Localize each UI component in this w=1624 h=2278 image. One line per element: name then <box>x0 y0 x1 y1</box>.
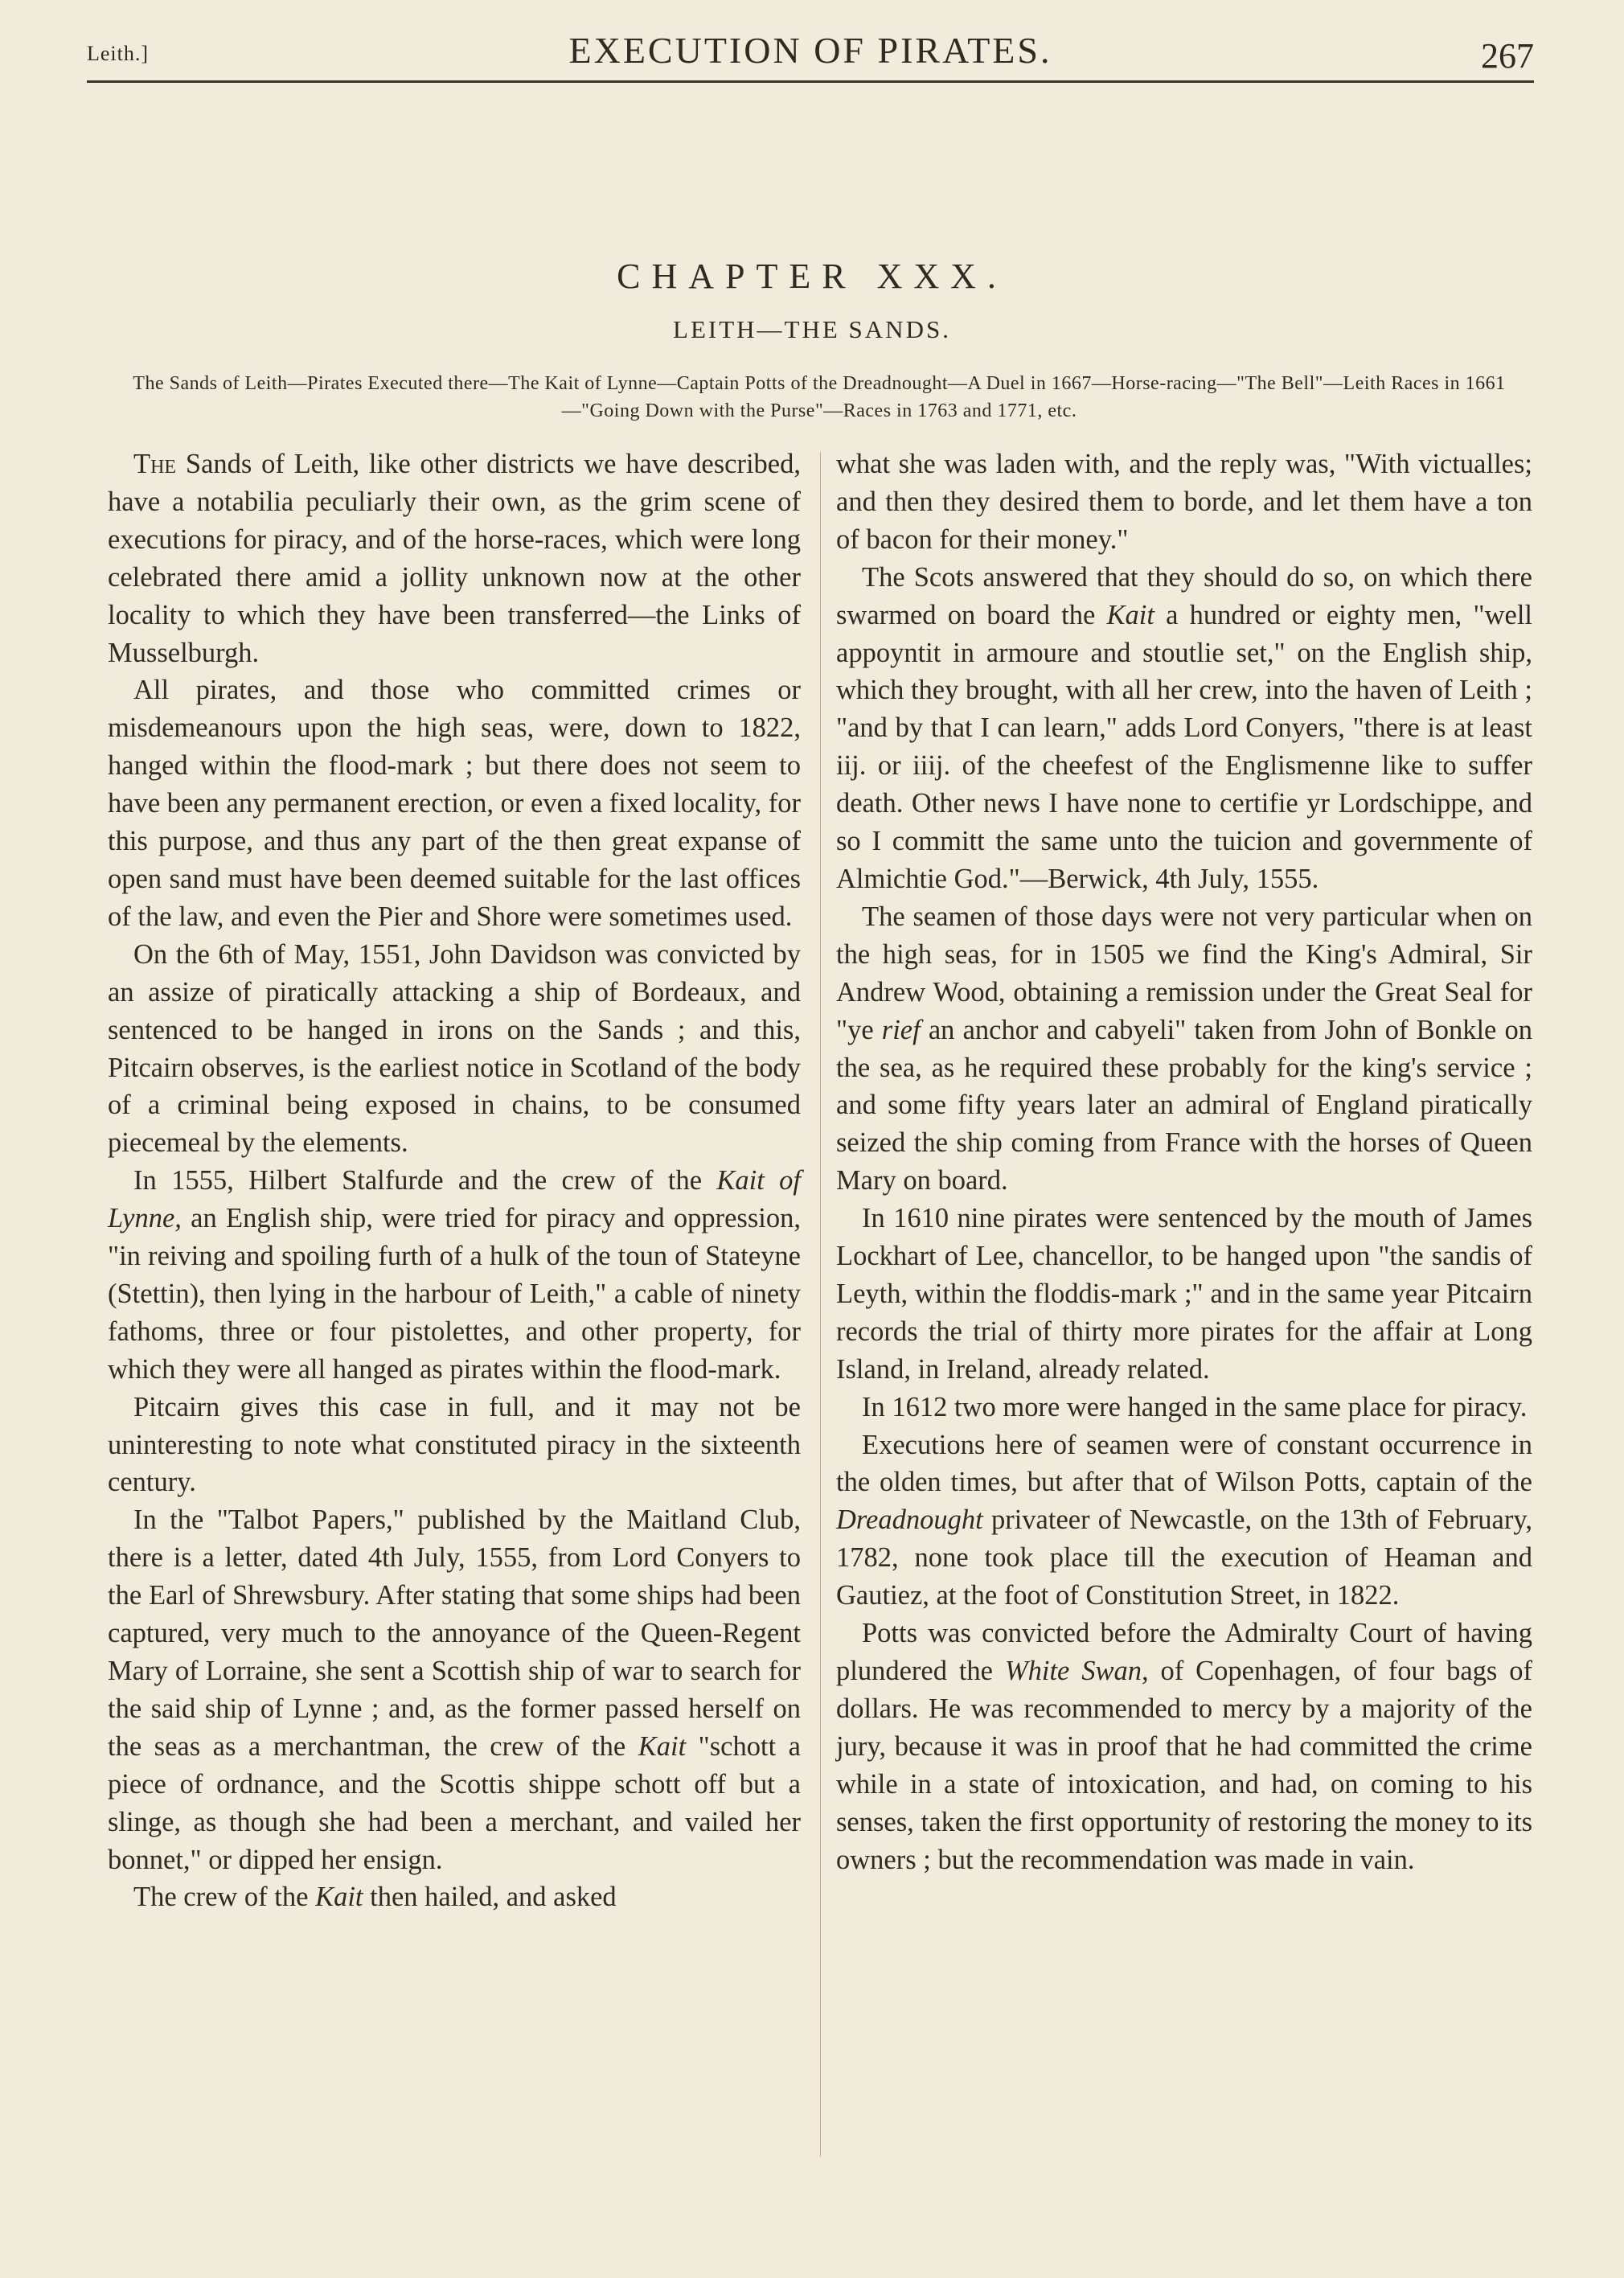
column-divider <box>820 452 821 2157</box>
paragraph <box>836 445 1532 559</box>
paragraph-text: then hailed, and asked <box>363 1882 617 1913</box>
paragraph-text: In 1610 nine pirates were sentenced by the mouth of James Lockhart of Lee, chancellor, to be hanged upon "the sandis of Leyth, within the floddis-mark ;" and in the same year Pitcairn records the trial of thirty more pirates for the affair at Long Island, in Ireland, already related. <box>836 1203 1532 1385</box>
paragraph-text: an anchor and cabyeli" taken from John of Bonkle on the sea, as he required these probably for the king's service ; and some fifty years later an admiral of England piratically seized the ship coming from France with the horses of Queen Mary on board. <box>836 1014 1532 1196</box>
italic-text: Kait <box>315 1882 363 1913</box>
paragraph-text: Potts was convicted before the Admiralty Court of having plundered the <box>836 1618 1532 1686</box>
paragraph-text: of Copenhagen, of four bags of dollars. He was recommended to mercy by a majority of the jury, because it was in proof that he had committed the crime while in a state of intoxication, and had, on coming to his senses, taken the first opportunity of restoring the money to its owners ; but the recommendation was made in vain. <box>836 1656 1532 1875</box>
paragraph <box>108 445 801 671</box>
paragraph <box>108 1389 801 1502</box>
paragraph-text: On the 6th of May, 1551, John Davidson was convicted by an assize of piratically attacking a ship of Bordeaux, and sentenced to be hanged in irons on the Sands ; and this, Pitcairn observes, is the earliest notice in Scotland of the body of a criminal being exposed in chains, to be consumed piecemeal by the elements. <box>108 938 801 1159</box>
paragraph-text: The Scots answered that they should do so, on which there swarmed on board the <box>836 561 1532 630</box>
paragraph-text: a hundred or eighty men, "well appoyntit in armoure and stoutlie set," on the English ship, which they brought, with all her crew, into the haven of Leith ; "and by that I can learn," adds Lord Conyers, "there is at least iij. or iiij. of the cheefest of the Englismenne like to suffer death. Other news I have none to certifie yr Lordschippe, and so I committ the same unto the tuicion and governmente of Almichtie God."—Berwick, 4th July, 1555. <box>836 599 1532 894</box>
paragraph-text: Pitcairn gives this case in full, and it may not be uninteresting to note what constituted piracy in the sixteenth century. <box>108 1391 801 1498</box>
left-column <box>108 445 801 1916</box>
lead-in: The <box>133 449 177 479</box>
italic-text: White Swan, <box>1004 1656 1149 1686</box>
paragraph <box>108 936 801 1162</box>
paragraph-text: In the "Talbot Papers," published by the Maitland Club, there is a letter, dated 4th July, 1555, from Lord Conyers to the Earl of Shrewsbury. After stating that some ships had been captured, very much to the annoyance of the Queen-Regent Mary of Lorraine, she sent a Scottish ship of war to search for the said ship of Lynne ; and, as the former passed herself on the seas as a merchantman, the crew of the <box>108 1504 801 1762</box>
italic-text: Dreadnought <box>836 1504 983 1536</box>
paragraph-text: The crew of the <box>133 1882 316 1913</box>
paragraph-text: All pirates, and those who committed crimes or misdemeanours upon the high seas, were, down to 1822, hanged within the flood-mark ; but there does not seem to have been any permanent erection, or even a fixed locality, for this purpose, and thus any part of the then great expanse of open sand must have been deemed suitable for the last offices of the law, and even the Pier and Shore were sometimes used. <box>108 675 801 932</box>
running-head <box>87 29 1534 85</box>
running-head-section: Leith.] <box>87 42 150 65</box>
paragraph <box>836 1426 1532 1615</box>
chapter-synopsis: The Sands of Leith—Pirates Executed there—The Kait of Lynne—Captain Potts of the Dreadnought—A Duel in 1667—Horse-racing—"The Bell"—Leith Races in 1661—"Going Down with the Purse"—Races in 1763 and 1771, etc. <box>133 373 1506 421</box>
paragraph-text: The seamen of those days were not very particular when on the high seas, for in 1505 we find the King's Admiral, Sir Andrew Wood, obtaining a remission under the Great Seal for "ye <box>836 901 1532 1045</box>
paragraph <box>836 898 1532 1200</box>
paragraph <box>836 559 1532 898</box>
paragraph-text: Sands of Leith, like other districts we have described, have a notabilia peculiarly their own, as the grim scene of executions for piracy, and of the horse-races, which were long celebrated there amid a jollity unknown now at the other locality to which they have been transferred—the Links of Musselburgh. <box>108 449 801 668</box>
italic-text: rief <box>881 1014 921 1045</box>
paragraph-text: an English ship, were tried for piracy and oppression, "in reiving and spoiling furth of a hulk of the toun of Stateyne (Stettin), then lying in the harbour of Leith," a cable of ninety fathoms, three or four pistolettes, and other property, for which they were all hanged as pirates within the flood-mark. <box>108 1203 801 1385</box>
italic-text: Kait <box>1106 599 1154 630</box>
paragraph <box>108 1878 801 1916</box>
right-column <box>836 445 1532 1878</box>
paragraph <box>836 1389 1532 1426</box>
paragraph <box>108 1501 801 1878</box>
header-rule <box>87 80 1534 83</box>
paragraph-text: "schott a piece of ordnance, and the Scottis shippe schott off but a slinge, as though she had been a merchant, and vailed her bonnet," or dipped her ensign. <box>108 1730 801 1875</box>
paragraph <box>108 1162 801 1388</box>
italic-text: Kait <box>638 1730 687 1762</box>
paragraph-text: what she was laden with, and the reply was, "With victualles; and then they desired them to borde, and let them have a ton of bacon for their money." <box>836 449 1532 555</box>
paragraph <box>836 1615 1532 1878</box>
paragraph-text: privateer of Newcastle, on the 13th of February, 1782, none took place till the execution of Heaman and Gautiez, at the foot of Constitution Street, in 1822. <box>836 1504 1532 1611</box>
paragraph-text: In 1555, Hilbert Stalfurde and the crew of the <box>133 1165 717 1196</box>
paragraph-text: In 1612 two more were hanged in the same place for piracy. <box>862 1391 1528 1422</box>
chapter-title: CHAPTER XXX. <box>617 257 1007 296</box>
page-number: 267 <box>1481 36 1534 76</box>
chapter-subtitle: LEITH—THE SANDS. <box>673 315 951 343</box>
paragraph <box>108 671 801 935</box>
italic-text: Kait of Lynne, <box>108 1165 801 1234</box>
paragraph-text: Executions here of seamen were of constant occurrence in the olden times, but after that of Wilson Potts, captain of the <box>836 1429 1532 1498</box>
running-head-title: EXECUTION OF PIRATES. <box>568 30 1052 71</box>
paragraph <box>836 1200 1532 1389</box>
